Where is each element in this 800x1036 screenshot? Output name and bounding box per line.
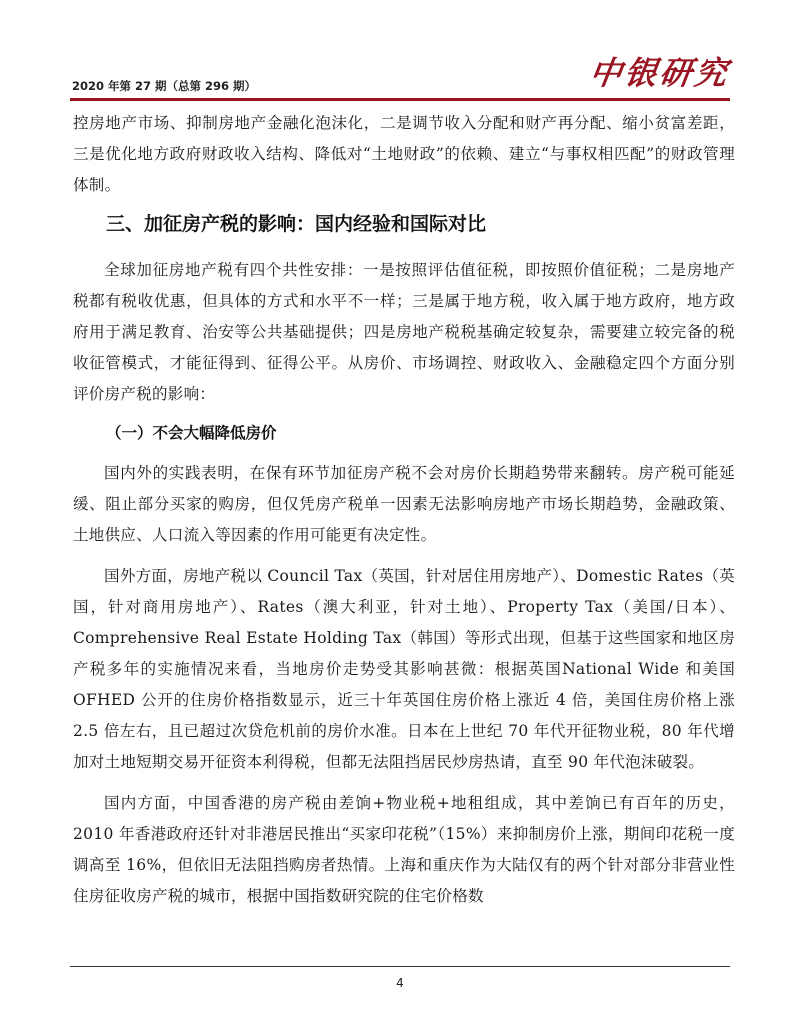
issue-label: 2020 年第 27 期（总第 296 期） (72, 79, 257, 93)
subsection-heading: （一）不会大幅降低房价 (106, 424, 277, 442)
header-divider (70, 98, 730, 101)
paragraph-common-arrangements: 全球加征房地产税有四个共性安排：一是按照评估值征税，即按照价值征税；二是房地产税都有税收优惠，但具体的方式和水平不一样；三是属于地方税，收入属于地方政府，地方政府用于满足教育、治安等公共基础提供；四是房地产税税基确定较复杂，需要建立较完备的税收征管模式，才能征得到、征得公平。从房价、市场调控、财政收入、金融稳定四个方面分别评价房产税的影响： (73, 261, 735, 403)
footer-divider (70, 966, 730, 967)
paragraph-practice: 国内外的实践表明，在保有环节加征房产税不会对房价长期趋势带来翻转。房产税可能延缓、阻止部分买家的购房，但仅凭房产税单一因素无法影响房地产市场长期趋势，金融政策、土地供应、人口流入等因素的作用可能更有决定性。 (73, 464, 735, 544)
brand-logo: 中银研究 (587, 54, 733, 92)
document-body (73, 108, 735, 922)
page-number: 4 (396, 976, 404, 990)
paragraph-international: 国外方面，房地产税以 Council Tax（英国，针对居住用房地产）、Domestic Rates（英国，针对商用房地产）、Rates（澳大利亚，针对土地）、Property Tax（美国/日本）、Comprehensive Real Estate Holding Tax（韩国）等形式出现，但基于这些国家和地区房产税多年的实施情况来看，当地房价走势受其影响甚微：根据英国National Wide 和美国 OFHED 公开的住房价格指数显示，近三十年英国住房价格上涨近 4 倍，美国住房价格上涨 2.5 倍左右，且已超过次贷危机前的房价水准。日本在上世纪 70 年代开征物业税，80 年代增加对土地短期交易开征资本利得税，但都无法阻挡居民炒房热请，直至 90 年代泡沫破裂。 (73, 567, 735, 771)
paragraph-continued: 控房地产市场、抑制房地产金融化泡沫化，二是调节收入分配和财产再分配、缩小贫富差距，三是优化地方政府财政收入结构、降低对“土地财政”的依赖、建立“与事权相匹配”的财政管理体制。 (73, 114, 735, 194)
paragraph-domestic: 国内方面，中国香港的房产税由差饷+物业税+地租组成，其中差饷已有百年的历史，2010 年香港政府还针对非港居民推出“买家印花税”（15%）来抑制房价上涨，期间印花税一度调高至 16%，但依旧无法阻挡购房者热情。上海和重庆作为大陆仅有的两个针对部分非营业性住房征收房产税的城市，根据中国指数研究院的住宅价格数 (73, 794, 735, 905)
page-header (70, 48, 733, 102)
section-heading: 三、加征房产税的影响：国内经验和国际对比 (106, 213, 487, 235)
